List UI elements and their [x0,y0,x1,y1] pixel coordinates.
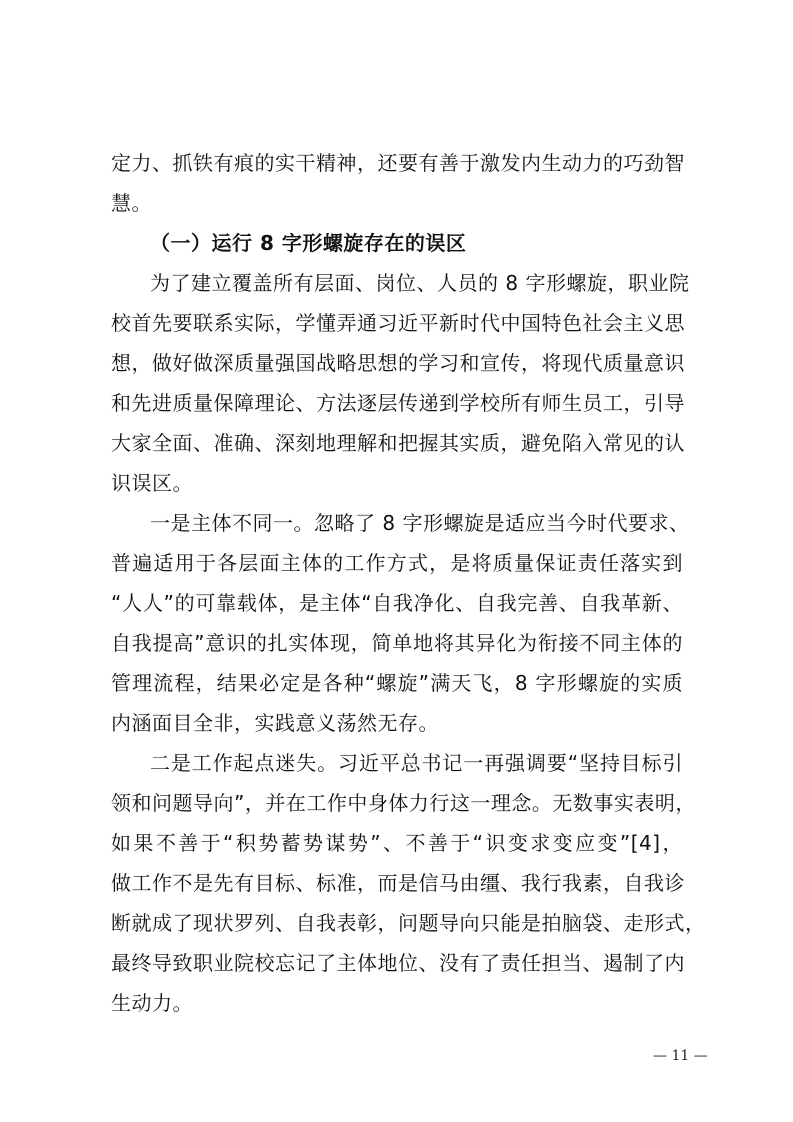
body-text [111,143,706,1023]
text-line: 慧。 [111,191,152,215]
text-line: 和先进质量保障理论、方法逐层传递到学校所有师生员工，引导 [111,391,685,415]
text-line: 做工作不是先有目标、标准，而是信马由缰、我行我素，自我诊 [111,871,685,895]
text-line: 定力、抓铁有痕的实干精神，还要有善于激发内生动力的巧劲智 [111,151,685,175]
page-number: — 11 — [653,1048,708,1064]
text-line: 断就成了现状罗列、自我表彰，问题导向只能是拍脑袋、走形式， [111,911,706,935]
text-line: 如果不善于“积势蓄势谋势”、不善于“识变求变应变”[4]， [111,831,683,855]
text-line: 自我提高”意识的扎实体现，简单地将其异化为衔接不同主体的 [111,631,683,655]
text-line: 最终导致职业院校忘记了主体地位、没有了责任担当、遏制了内 [111,951,685,975]
paragraph-first-line: 一是主体不同一。忽略了 8 字形螺旋是适应当今时代要求、 [150,511,690,535]
text-line: 内涵面目全非，实践意义荡然无存。 [111,711,439,735]
paragraph-first-line: 为了建立覆盖所有层面、岗位、人员的 8 字形螺旋，职业院 [150,271,690,295]
text-line: “人人”的可靠载体，是主体“自我净化、自我完善、自我革新、 [111,591,683,615]
text-line: 管理流程，结果必定是各种“螺旋”满天飞，8 字形螺旋的实质 [111,671,683,695]
text-line: 大家全面、准确、深刻地理解和把握其实质，避免陷入常见的认 [111,431,685,455]
text-line: 识误区。 [111,471,193,495]
text-line: 校首先要联系实际，学懂弄通习近平新时代中国特色社会主义思 [111,311,685,335]
section-heading: （一）运行 8 字形螺旋存在的误区 [150,231,467,255]
paragraph-first-line: 二是工作起点迷失。习近平总书记一再强调要“坚持目标引 [150,751,683,775]
text-line: 领和问题导向”，并在工作中身体力行这一理念。无数事实表明， [111,791,696,815]
text-line: 生动力。 [111,991,193,1015]
text-line: 普遍适用于各层面主体的工作方式，是将质量保证责任落实到 [111,551,683,575]
text-line: 想，做好做深质量强国战略思想的学习和宣传，将现代质量意识 [111,351,685,375]
